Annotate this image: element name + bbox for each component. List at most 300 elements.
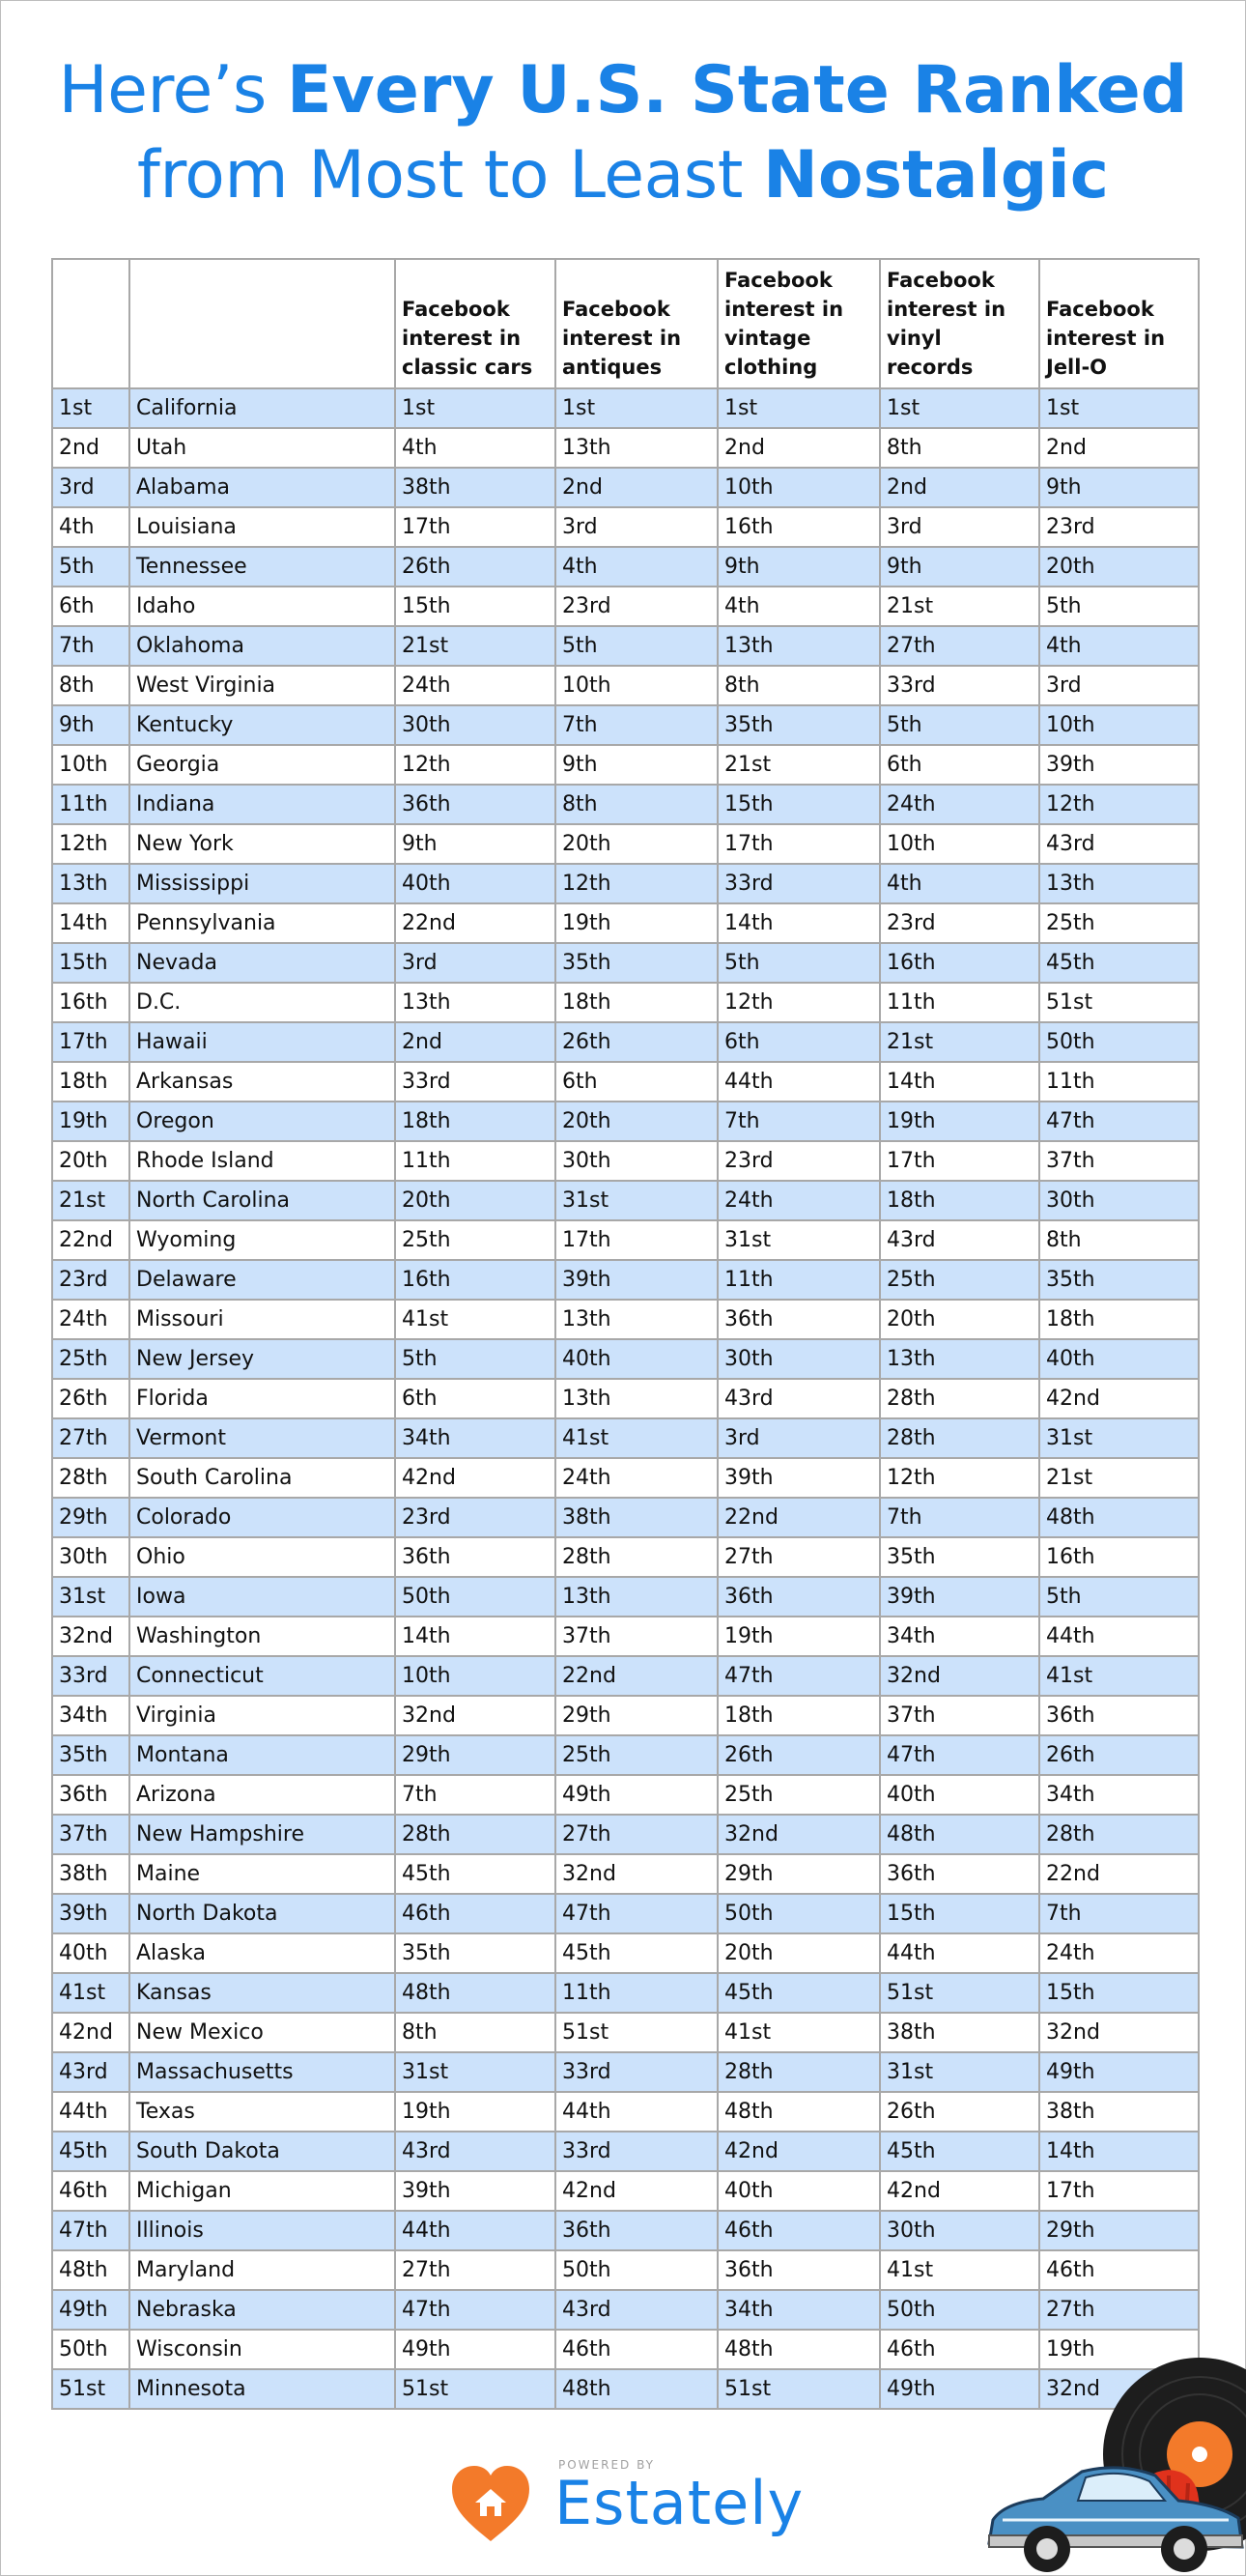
cell-vintage-clothing: 36th bbox=[718, 1577, 880, 1617]
cell-vinyl-records: 20th bbox=[880, 1300, 1039, 1339]
cell-state: Nevada bbox=[129, 943, 395, 983]
cell-state: Iowa bbox=[129, 1577, 395, 1617]
cell-jello: 42nd bbox=[1039, 1379, 1199, 1418]
cell-antiques: 44th bbox=[555, 2092, 718, 2132]
cell-vintage-clothing: 3rd bbox=[718, 1418, 880, 1458]
cell-antiques: 17th bbox=[555, 1220, 718, 1260]
cell-state: Maryland bbox=[129, 2250, 395, 2290]
cell-jello: 13th bbox=[1039, 864, 1199, 903]
cell-classic-cars: 44th bbox=[395, 2211, 555, 2250]
cell-vintage-clothing: 28th bbox=[718, 2052, 880, 2092]
cell-rank: 1st bbox=[52, 388, 129, 428]
cell-vintage-clothing: 19th bbox=[718, 1617, 880, 1656]
cell-antiques: 4th bbox=[555, 547, 718, 587]
cell-rank: 4th bbox=[52, 507, 129, 547]
cell-state: Vermont bbox=[129, 1418, 395, 1458]
table-row bbox=[52, 1339, 1199, 1379]
table-row bbox=[52, 1617, 1199, 1656]
cell-jello: 34th bbox=[1039, 1775, 1199, 1815]
cell-jello: 10th bbox=[1039, 705, 1199, 745]
cell-rank: 30th bbox=[52, 1537, 129, 1577]
cell-classic-cars: 26th bbox=[395, 547, 555, 587]
cell-jello: 44th bbox=[1039, 1617, 1199, 1656]
cell-rank: 7th bbox=[52, 626, 129, 666]
table-row bbox=[52, 587, 1199, 626]
cell-classic-cars: 16th bbox=[395, 1260, 555, 1300]
cell-rank: 38th bbox=[52, 1854, 129, 1894]
cell-antiques: 32nd bbox=[555, 1854, 718, 1894]
cell-rank: 48th bbox=[52, 2250, 129, 2290]
cell-classic-cars: 51st bbox=[395, 2369, 555, 2409]
cell-classic-cars: 42nd bbox=[395, 1458, 555, 1498]
cell-jello: 3rd bbox=[1039, 666, 1199, 705]
cell-state: D.C. bbox=[129, 983, 395, 1022]
table-body bbox=[52, 388, 1199, 2409]
cell-classic-cars: 31st bbox=[395, 2052, 555, 2092]
cell-classic-cars: 35th bbox=[395, 1933, 555, 1973]
title-line2-light: from Most to Least bbox=[136, 137, 763, 214]
cell-vintage-clothing: 34th bbox=[718, 2290, 880, 2330]
cell-rank: 33rd bbox=[52, 1656, 129, 1696]
cell-state: Washington bbox=[129, 1617, 395, 1656]
cell-classic-cars: 36th bbox=[395, 785, 555, 824]
cell-vintage-clothing: 24th bbox=[718, 1181, 880, 1220]
cell-classic-cars: 2nd bbox=[395, 1022, 555, 1062]
cell-antiques: 7th bbox=[555, 705, 718, 745]
cell-vintage-clothing: 32nd bbox=[718, 1815, 880, 1854]
cell-state: New York bbox=[129, 824, 395, 864]
cell-classic-cars: 41st bbox=[395, 1300, 555, 1339]
classic-car-vinyl-jello-icon bbox=[985, 2358, 1246, 2576]
cell-vinyl-records: 43rd bbox=[880, 1220, 1039, 1260]
cell-rank: 13th bbox=[52, 864, 129, 903]
cell-vinyl-records: 25th bbox=[880, 1260, 1039, 1300]
cell-jello: 18th bbox=[1039, 1300, 1199, 1339]
cell-antiques: 50th bbox=[555, 2250, 718, 2290]
cell-antiques: 30th bbox=[555, 1141, 718, 1181]
cell-vintage-clothing: 4th bbox=[718, 587, 880, 626]
cell-rank: 26th bbox=[52, 1379, 129, 1418]
brand-name: Estately bbox=[554, 2468, 805, 2538]
cell-vinyl-records: 37th bbox=[880, 1696, 1039, 1735]
cell-rank: 16th bbox=[52, 983, 129, 1022]
cell-antiques: 26th bbox=[555, 1022, 718, 1062]
table-header-row bbox=[52, 259, 1199, 388]
table-row bbox=[52, 1933, 1199, 1973]
cell-antiques: 49th bbox=[555, 1775, 718, 1815]
cell-vintage-clothing: 21st bbox=[718, 745, 880, 785]
table-row bbox=[52, 1894, 1199, 1933]
cell-vintage-clothing: 31st bbox=[718, 1220, 880, 1260]
cell-vinyl-records: 41st bbox=[880, 2250, 1039, 2290]
cell-vinyl-records: 28th bbox=[880, 1418, 1039, 1458]
cell-vintage-clothing: 26th bbox=[718, 1735, 880, 1775]
cell-classic-cars: 40th bbox=[395, 864, 555, 903]
cell-jello: 4th bbox=[1039, 626, 1199, 666]
cell-vinyl-records: 11th bbox=[880, 983, 1039, 1022]
table-row bbox=[52, 1418, 1199, 1458]
table-row bbox=[52, 666, 1199, 705]
cell-vintage-clothing: 23rd bbox=[718, 1141, 880, 1181]
cell-vinyl-records: 18th bbox=[880, 1181, 1039, 1220]
cell-classic-cars: 6th bbox=[395, 1379, 555, 1418]
cell-state: Virginia bbox=[129, 1696, 395, 1735]
cell-classic-cars: 18th bbox=[395, 1102, 555, 1141]
cell-vinyl-records: 12th bbox=[880, 1458, 1039, 1498]
cell-jello: 2nd bbox=[1039, 428, 1199, 468]
cell-rank: 29th bbox=[52, 1498, 129, 1537]
cell-classic-cars: 33rd bbox=[395, 1062, 555, 1102]
cell-vintage-clothing: 1st bbox=[718, 388, 880, 428]
cell-classic-cars: 23rd bbox=[395, 1498, 555, 1537]
cell-state: Ohio bbox=[129, 1537, 395, 1577]
cell-jello: 8th bbox=[1039, 1220, 1199, 1260]
ranking-table bbox=[51, 258, 1200, 2410]
cell-rank: 15th bbox=[52, 943, 129, 983]
cell-state: Massachusetts bbox=[129, 2052, 395, 2092]
cell-vinyl-records: 49th bbox=[880, 2369, 1039, 2409]
table-row bbox=[52, 1220, 1199, 1260]
cell-antiques: 38th bbox=[555, 1498, 718, 1537]
cell-state: Nebraska bbox=[129, 2290, 395, 2330]
cell-antiques: 42nd bbox=[555, 2171, 718, 2211]
cell-vintage-clothing: 47th bbox=[718, 1656, 880, 1696]
cell-jello: 29th bbox=[1039, 2211, 1199, 2250]
table-row bbox=[52, 1735, 1199, 1775]
cell-vinyl-records: 45th bbox=[880, 2132, 1039, 2171]
cell-rank: 18th bbox=[52, 1062, 129, 1102]
cell-jello: 16th bbox=[1039, 1537, 1199, 1577]
cell-rank: 2nd bbox=[52, 428, 129, 468]
cell-state: Kentucky bbox=[129, 705, 395, 745]
table-row bbox=[52, 705, 1199, 745]
cell-vinyl-records: 7th bbox=[880, 1498, 1039, 1537]
cell-vintage-clothing: 12th bbox=[718, 983, 880, 1022]
cell-vintage-clothing: 51st bbox=[718, 2369, 880, 2409]
cell-rank: 23rd bbox=[52, 1260, 129, 1300]
cell-vinyl-records: 47th bbox=[880, 1735, 1039, 1775]
cell-vintage-clothing: 30th bbox=[718, 1339, 880, 1379]
cell-vintage-clothing: 11th bbox=[718, 1260, 880, 1300]
cell-classic-cars: 14th bbox=[395, 1617, 555, 1656]
cell-state: Alabama bbox=[129, 468, 395, 507]
cell-jello: 30th bbox=[1039, 1181, 1199, 1220]
cell-jello: 24th bbox=[1039, 1933, 1199, 1973]
cell-state: North Carolina bbox=[129, 1181, 395, 1220]
table-row bbox=[52, 785, 1199, 824]
cell-jello: 41st bbox=[1039, 1656, 1199, 1696]
table-row bbox=[52, 2211, 1199, 2250]
cell-classic-cars: 36th bbox=[395, 1537, 555, 1577]
cell-vintage-clothing: 2nd bbox=[718, 428, 880, 468]
cell-vintage-clothing: 36th bbox=[718, 1300, 880, 1339]
cell-vinyl-records: 26th bbox=[880, 2092, 1039, 2132]
table-row bbox=[52, 1102, 1199, 1141]
cell-rank: 9th bbox=[52, 705, 129, 745]
cell-jello: 32nd bbox=[1039, 2369, 1199, 2409]
cell-rank: 19th bbox=[52, 1102, 129, 1141]
table-row bbox=[52, 2132, 1199, 2171]
cell-vinyl-records: 23rd bbox=[880, 903, 1039, 943]
cell-rank: 25th bbox=[52, 1339, 129, 1379]
cell-vintage-clothing: 22nd bbox=[718, 1498, 880, 1537]
cell-classic-cars: 38th bbox=[395, 468, 555, 507]
cell-state: Connecticut bbox=[129, 1656, 395, 1696]
cell-jello: 43rd bbox=[1039, 824, 1199, 864]
cell-antiques: 48th bbox=[555, 2369, 718, 2409]
cell-classic-cars: 30th bbox=[395, 705, 555, 745]
cell-jello: 9th bbox=[1039, 468, 1199, 507]
cell-rank: 3rd bbox=[52, 468, 129, 507]
cell-rank: 47th bbox=[52, 2211, 129, 2250]
cell-state: West Virginia bbox=[129, 666, 395, 705]
cell-vinyl-records: 19th bbox=[880, 1102, 1039, 1141]
cell-rank: 6th bbox=[52, 587, 129, 626]
cell-jello: 36th bbox=[1039, 1696, 1199, 1735]
cell-jello: 12th bbox=[1039, 785, 1199, 824]
cell-classic-cars: 39th bbox=[395, 2171, 555, 2211]
cell-vintage-clothing: 20th bbox=[718, 1933, 880, 1973]
cell-vinyl-records: 35th bbox=[880, 1537, 1039, 1577]
cell-antiques: 40th bbox=[555, 1339, 718, 1379]
cell-antiques: 47th bbox=[555, 1894, 718, 1933]
table-row bbox=[52, 1181, 1199, 1220]
cell-classic-cars: 48th bbox=[395, 1973, 555, 2013]
cell-rank: 31st bbox=[52, 1577, 129, 1617]
cell-vintage-clothing: 46th bbox=[718, 2211, 880, 2250]
cell-rank: 20th bbox=[52, 1141, 129, 1181]
cell-classic-cars: 20th bbox=[395, 1181, 555, 1220]
cell-vinyl-records: 9th bbox=[880, 547, 1039, 587]
estately-logo bbox=[450, 2458, 805, 2543]
cell-vinyl-records: 31st bbox=[880, 2052, 1039, 2092]
cell-vintage-clothing: 14th bbox=[718, 903, 880, 943]
table-row bbox=[52, 1854, 1199, 1894]
cell-state: Wyoming bbox=[129, 1220, 395, 1260]
cell-vintage-clothing: 18th bbox=[718, 1696, 880, 1735]
cell-jello: 48th bbox=[1039, 1498, 1199, 1537]
cell-jello: 1st bbox=[1039, 388, 1199, 428]
table-row bbox=[52, 1775, 1199, 1815]
table-row bbox=[52, 1577, 1199, 1617]
cell-antiques: 8th bbox=[555, 785, 718, 824]
cell-state: California bbox=[129, 388, 395, 428]
cell-classic-cars: 27th bbox=[395, 2250, 555, 2290]
cell-classic-cars: 49th bbox=[395, 2330, 555, 2369]
cell-state: Montana bbox=[129, 1735, 395, 1775]
cell-jello: 15th bbox=[1039, 1973, 1199, 2013]
cell-antiques: 13th bbox=[555, 1300, 718, 1339]
cell-state: Kansas bbox=[129, 1973, 395, 2013]
cell-antiques: 43rd bbox=[555, 2290, 718, 2330]
table-row bbox=[52, 1973, 1199, 2013]
cell-vintage-clothing: 15th bbox=[718, 785, 880, 824]
cell-classic-cars: 25th bbox=[395, 1220, 555, 1260]
cell-vinyl-records: 21st bbox=[880, 587, 1039, 626]
cell-vinyl-records: 30th bbox=[880, 2211, 1039, 2250]
cell-jello: 5th bbox=[1039, 587, 1199, 626]
cell-antiques: 11th bbox=[555, 1973, 718, 2013]
cell-rank: 42nd bbox=[52, 2013, 129, 2052]
table-row bbox=[52, 1537, 1199, 1577]
header-antiques: Facebook interest in antiques bbox=[555, 259, 718, 388]
cell-antiques: 27th bbox=[555, 1815, 718, 1854]
cell-classic-cars: 8th bbox=[395, 2013, 555, 2052]
cell-antiques: 35th bbox=[555, 943, 718, 983]
cell-state: Alaska bbox=[129, 1933, 395, 1973]
cell-vintage-clothing: 29th bbox=[718, 1854, 880, 1894]
cell-antiques: 36th bbox=[555, 2211, 718, 2250]
cell-jello: 25th bbox=[1039, 903, 1199, 943]
cell-jello: 40th bbox=[1039, 1339, 1199, 1379]
title-line2-bold: Nostalgic bbox=[763, 137, 1110, 214]
cell-vinyl-records: 40th bbox=[880, 1775, 1039, 1815]
cell-vintage-clothing: 44th bbox=[718, 1062, 880, 1102]
table-row bbox=[52, 1260, 1199, 1300]
cell-vintage-clothing: 45th bbox=[718, 1973, 880, 2013]
cell-antiques: 10th bbox=[555, 666, 718, 705]
cell-state: Idaho bbox=[129, 587, 395, 626]
cell-vintage-clothing: 48th bbox=[718, 2330, 880, 2369]
cell-rank: 12th bbox=[52, 824, 129, 864]
table-row bbox=[52, 824, 1199, 864]
cell-state: Hawaii bbox=[129, 1022, 395, 1062]
cell-rank: 21st bbox=[52, 1181, 129, 1220]
cell-vinyl-records: 27th bbox=[880, 626, 1039, 666]
cell-rank: 11th bbox=[52, 785, 129, 824]
header-rank bbox=[52, 259, 129, 388]
cell-state: Delaware bbox=[129, 1260, 395, 1300]
cell-vintage-clothing: 43rd bbox=[718, 1379, 880, 1418]
header-state bbox=[129, 259, 395, 388]
cell-classic-cars: 32nd bbox=[395, 1696, 555, 1735]
table-row bbox=[52, 1815, 1199, 1854]
table-row bbox=[52, 507, 1199, 547]
cell-classic-cars: 34th bbox=[395, 1418, 555, 1458]
cell-vintage-clothing: 36th bbox=[718, 2250, 880, 2290]
cell-state: Rhode Island bbox=[129, 1141, 395, 1181]
table-row bbox=[52, 1656, 1199, 1696]
cell-jello: 26th bbox=[1039, 1735, 1199, 1775]
cell-rank: 40th bbox=[52, 1933, 129, 1973]
cell-state: Indiana bbox=[129, 785, 395, 824]
cell-state: Maine bbox=[129, 1854, 395, 1894]
cell-jello: 51st bbox=[1039, 983, 1199, 1022]
cell-vinyl-records: 44th bbox=[880, 1933, 1039, 1973]
cell-vinyl-records: 28th bbox=[880, 1379, 1039, 1418]
cell-vintage-clothing: 9th bbox=[718, 547, 880, 587]
cell-state: New Jersey bbox=[129, 1339, 395, 1379]
cell-rank: 34th bbox=[52, 1696, 129, 1735]
cell-antiques: 2nd bbox=[555, 468, 718, 507]
cell-antiques: 9th bbox=[555, 745, 718, 785]
cell-vinyl-records: 16th bbox=[880, 943, 1039, 983]
cell-vinyl-records: 3rd bbox=[880, 507, 1039, 547]
cell-vinyl-records: 34th bbox=[880, 1617, 1039, 1656]
cell-vinyl-records: 10th bbox=[880, 824, 1039, 864]
table-row bbox=[52, 1498, 1199, 1537]
cell-rank: 24th bbox=[52, 1300, 129, 1339]
cell-jello: 47th bbox=[1039, 1102, 1199, 1141]
cell-antiques: 20th bbox=[555, 824, 718, 864]
cell-jello: 45th bbox=[1039, 943, 1199, 983]
table-row bbox=[52, 626, 1199, 666]
cell-classic-cars: 5th bbox=[395, 1339, 555, 1379]
cell-classic-cars: 43rd bbox=[395, 2132, 555, 2171]
table-row bbox=[52, 864, 1199, 903]
cell-vinyl-records: 36th bbox=[880, 1854, 1039, 1894]
table-row bbox=[52, 1062, 1199, 1102]
cell-vintage-clothing: 39th bbox=[718, 1458, 880, 1498]
cell-vintage-clothing: 27th bbox=[718, 1537, 880, 1577]
cell-jello: 23rd bbox=[1039, 507, 1199, 547]
cell-state: Arkansas bbox=[129, 1062, 395, 1102]
cell-classic-cars: 47th bbox=[395, 2290, 555, 2330]
cell-jello: 37th bbox=[1039, 1141, 1199, 1181]
cell-classic-cars: 19th bbox=[395, 2092, 555, 2132]
table-row bbox=[52, 388, 1199, 428]
cell-antiques: 13th bbox=[555, 1577, 718, 1617]
cell-antiques: 41st bbox=[555, 1418, 718, 1458]
table-row bbox=[52, 2013, 1199, 2052]
table-row bbox=[52, 428, 1199, 468]
cell-classic-cars: 46th bbox=[395, 1894, 555, 1933]
table-row bbox=[52, 2171, 1199, 2211]
cell-state: Minnesota bbox=[129, 2369, 395, 2409]
cell-jello: 49th bbox=[1039, 2052, 1199, 2092]
cell-state: Colorado bbox=[129, 1498, 395, 1537]
table-row bbox=[52, 943, 1199, 983]
cell-vinyl-records: 48th bbox=[880, 1815, 1039, 1854]
cell-rank: 28th bbox=[52, 1458, 129, 1498]
cell-rank: 27th bbox=[52, 1418, 129, 1458]
cell-jello: 20th bbox=[1039, 547, 1199, 587]
cell-state: Georgia bbox=[129, 745, 395, 785]
table-row bbox=[52, 1696, 1199, 1735]
table-row bbox=[52, 468, 1199, 507]
cell-vinyl-records: 51st bbox=[880, 1973, 1039, 2013]
cell-vinyl-records: 17th bbox=[880, 1141, 1039, 1181]
cell-jello: 50th bbox=[1039, 1022, 1199, 1062]
cell-rank: 36th bbox=[52, 1775, 129, 1815]
cell-antiques: 3rd bbox=[555, 507, 718, 547]
cell-rank: 46th bbox=[52, 2171, 129, 2211]
cell-classic-cars: 24th bbox=[395, 666, 555, 705]
cell-antiques: 33rd bbox=[555, 2132, 718, 2171]
cell-state: North Dakota bbox=[129, 1894, 395, 1933]
cell-rank: 17th bbox=[52, 1022, 129, 1062]
cell-antiques: 39th bbox=[555, 1260, 718, 1300]
cell-vintage-clothing: 41st bbox=[718, 2013, 880, 2052]
cell-rank: 49th bbox=[52, 2290, 129, 2330]
table-row bbox=[52, 1379, 1199, 1418]
cell-vintage-clothing: 6th bbox=[718, 1022, 880, 1062]
cell-jello: 28th bbox=[1039, 1815, 1199, 1854]
cell-classic-cars: 45th bbox=[395, 1854, 555, 1894]
cell-jello: 7th bbox=[1039, 1894, 1199, 1933]
cell-classic-cars: 11th bbox=[395, 1141, 555, 1181]
cell-jello: 38th bbox=[1039, 2092, 1199, 2132]
cell-classic-cars: 50th bbox=[395, 1577, 555, 1617]
cell-vinyl-records: 21st bbox=[880, 1022, 1039, 1062]
cell-jello: 35th bbox=[1039, 1260, 1199, 1300]
table-row bbox=[52, 1141, 1199, 1181]
cell-vinyl-records: 42nd bbox=[880, 2171, 1039, 2211]
table-row bbox=[52, 2290, 1199, 2330]
cell-antiques: 1st bbox=[555, 388, 718, 428]
cell-state: Tennessee bbox=[129, 547, 395, 587]
cell-classic-cars: 12th bbox=[395, 745, 555, 785]
